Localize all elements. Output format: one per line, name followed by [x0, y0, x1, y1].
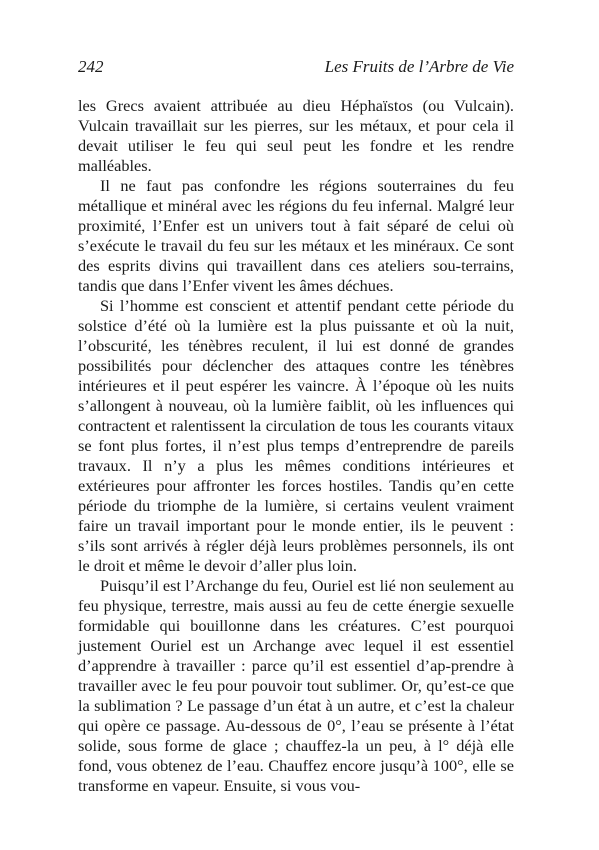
body-text [78, 96, 514, 796]
book-page [78, 0, 514, 850]
paragraph-continued: les Grecs avaient attribuée au dieu Héphaïstos (ou Vulcain). Vulcain travaillait sur les pierres, sur les métaux, et pour cela il devait utiliser le feu qui seul peut les fondre et les rendre malléables. [78, 96, 514, 175]
paragraph: Si l’homme est conscient et attentif pendant cette période du solstice d’été où la lumière est la plus puissante et où la nuit, l’obscurité, les ténèbres reculent, il lui est donné de grandes possibilités pour déclencher des attaques contre les ténèbres intérieures et il peut espérer les vaincre. À l’époque où les nuits s’allongent à nouveau, où la lumière faiblit, où les influences qui contractent et ralentissent la circulation de tous les courants vitaux se font plus fortes, il n’est plus temps d’entreprendre de pareils travaux. Il n’y a plus les mêmes conditions intérieures et extérieures pour affronter les forces hostiles. Tandis qu’en cette période du triomphe de la lumière, si certains veulent vraiment faire un travail important pour le monde entier, ils le peuvent : s’ils sont arrivés à régler déjà leurs problèmes personnels, ils ont le droit et même le devoir d’aller plus loin. [78, 296, 514, 575]
paragraph: Il ne faut pas confondre les régions souterraines du feu métallique et minéral avec les régions du feu infernal. Malgré leur proximité, l’Enfer est un univers tout à fait séparé de celui où s’exécute le travail du feu sur les métaux et les minéraux. Ce sont des esprits divins qui travaillent dans ces ateliers sou-terrains, tandis que dans l’Enfer vivent les âmes déchues. [78, 176, 514, 295]
running-head [78, 56, 514, 78]
book-title: Les Fruits de l’Arbre de Vie [324, 57, 514, 76]
paragraph: Puisqu’il est l’Archange du feu, Ouriel est lié non seulement au feu physique, terrestre, mais aussi au feu de cette énergie sexuelle formidable qui bouillonne dans les créatures. C’est pourquoi justement Ouriel est un Archange avec lequel il est essentiel d’apprendre à travailler : parce qu’il est essentiel d’ap-prendre à travailler avec le feu pour pouvoir tout sublimer. Or, qu’est-ce que la sublimation ? Le passage d’un état à un autre, et c’est la chaleur qui opère ce passage. Au-dessous de 0°, l’eau se présente à l’état solide, sous forme de glace ; chauffez-la un peu, à l° déjà elle fond, vous obtenez de l’eau. Chauffez encore jusqu’à 100°, elle se transforme en vapeur. Ensuite, si vous vou- [78, 576, 514, 795]
page-number: 242 [78, 57, 104, 76]
